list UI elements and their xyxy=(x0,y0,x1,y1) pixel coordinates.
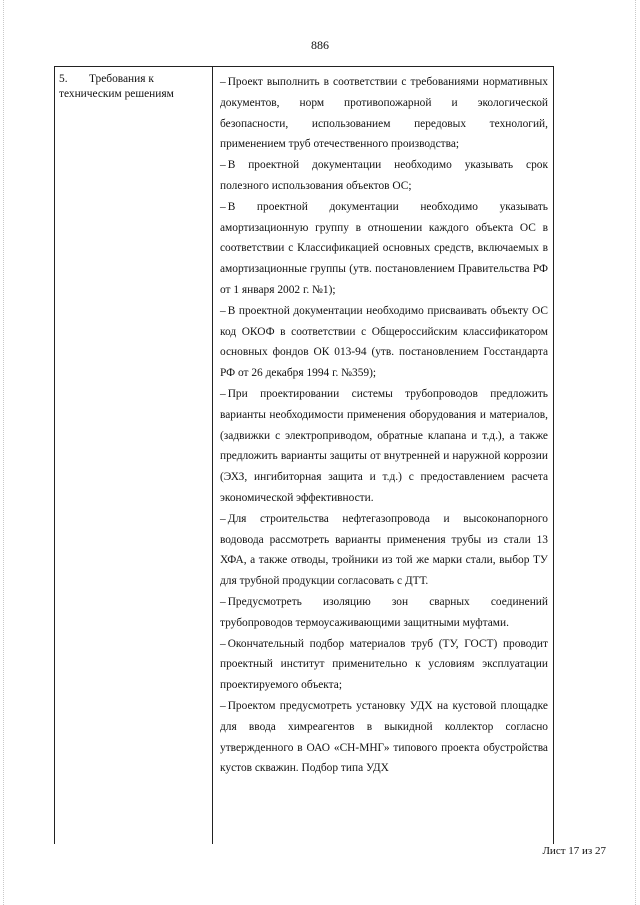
scan-edge-right xyxy=(635,0,636,905)
section-number: 5. xyxy=(59,73,68,85)
requirement-item: – В проектной документации необходимо указывать срок полезного использования объектов ОС; xyxy=(220,159,548,192)
section-title-line1: Требования к xyxy=(89,73,154,85)
requirement-text: В проектной документации необходимо указывать срок полезного использования объектов ОС; xyxy=(220,159,548,192)
requirements-table xyxy=(54,66,554,844)
requirement-text: Проект выполнить в соответствии с требованиями нормативных документов, норм противопожарной и экологической безопасности, использованием передовых технологий, применением труб отечественного производства; xyxy=(220,76,548,151)
requirement-text: В проектной документации необходимо присваивать объекту ОС код ОКОФ в соответствии с Общероссийским классификатором основных фондов ОК 013-94 (утв. постановлением Госстандарта РФ от 26 декабря 1994 г. №359); xyxy=(220,304,548,380)
section-cell xyxy=(59,72,209,102)
requirement-text: Для строительства нефтегазопровода и высоконапорного водовода рассмотреть варианты применения трубы из стали 13 ХФА, а также отводы, тройники из той же марки стали, выбор ТУ для трубной продукции согласовать с ДТТ. xyxy=(220,512,548,588)
requirement-item: – Предусмотреть изоляцию зон сварных соединений трубопроводов термоусаживающими защитными муфтами. xyxy=(220,595,548,629)
page-number: 886 xyxy=(311,38,329,52)
requirements-cell xyxy=(220,72,548,779)
requirement-item: – При проектировании системы трубопроводов предложить варианты необходимости применения оборудования и материалов, (задвижки с электроприводом, обратные клапана и т.д.), а также предложить варианты защиты от внутренней и наружной коррозии (ЭХЗ, ингибиторная защита и т.д.) с предоставлением расчета экономической эффективности. xyxy=(220,387,548,504)
scan-edge-left xyxy=(3,0,4,905)
section-title-line2: техническим решениям xyxy=(59,88,174,100)
requirement-item: – Проектом предусмотреть установку УДХ на кустовой площадке для ввода химреагентов в выкидной коллектор согласно утвержденного в ОАО «СН-МНГ» типового проекта обустройства кустов скважин. Подбор типа УДХ xyxy=(220,699,548,775)
requirement-text: Предусмотреть изоляцию зон сварных соединений трубопроводов термоусаживающими защитными муфтами. xyxy=(220,595,548,629)
requirement-item: – Проект выполнить в соответствии с требованиями нормативных документов, норм противопожарной и экологической безопасности, использованием передовых технологий, применением труб отечественного производства; xyxy=(220,76,548,151)
requirement-item: – В проектной документации необходимо присваивать объекту ОС код ОКОФ в соответствии с Общероссийским классификатором основных фондов ОК 013-94 (утв. постановлением Госстандарта РФ от 26 декабря 1994 г. №359); xyxy=(220,304,548,380)
sheet-counter: Лист 17 из 27 xyxy=(542,845,606,857)
requirement-text: В проектной документации необходимо указывать амортизационную группу в отношении каждого объекта ОС в соответствии с Классификацией основных средств, включаемых в амортизационные группы (утв. постановлением Правительства РФ от 1 января 2002 г. №1); xyxy=(220,200,548,296)
requirement-item: – В проектной документации необходимо указывать амортизационную группу в отношении каждого объекта ОС в соответствии с Классификацией основных средств, включаемых в амортизационные группы (утв. постановлением Правительства РФ от 1 января 2002 г. №1); xyxy=(220,200,548,296)
column-divider xyxy=(212,67,213,844)
requirement-item: – Для строительства нефтегазопровода и высоконапорного водовода рассмотреть варианты применения трубы из стали 13 ХФА, а также отводы, тройники из той же марки стали, выбор ТУ для трубной продукции согласовать с ДТТ. xyxy=(220,512,548,588)
requirement-item: – Окончательный подбор материалов труб (ТУ, ГОСТ) проводит проектный институт применительно к условиям эксплуатации проектируемого объекта; xyxy=(220,637,548,692)
requirement-text: Окончательный подбор материалов труб (ТУ, ГОСТ) проводит проектный институт применительно к условиям эксплуатации проектируемого объекта; xyxy=(220,637,548,692)
requirement-text: Проектом предусмотреть установку УДХ на кустовой площадке для ввода химреагентов в выкидной коллектор согласно утвержденного в ОАО «СН-МНГ» типового проекта обустройства кустов скважин. Подбор типа УДХ xyxy=(220,699,548,775)
requirement-text: При проектировании системы трубопроводов предложить варианты необходимости применения оборудования и материалов, (задвижки с электроприводом, обратные клапана и т.д.), а также предложить варианты защиты от внутренней и наружной коррозии (ЭХЗ, ингибиторная защита и т.д.) с предоставлением расчета экономической эффективности. xyxy=(220,387,548,504)
